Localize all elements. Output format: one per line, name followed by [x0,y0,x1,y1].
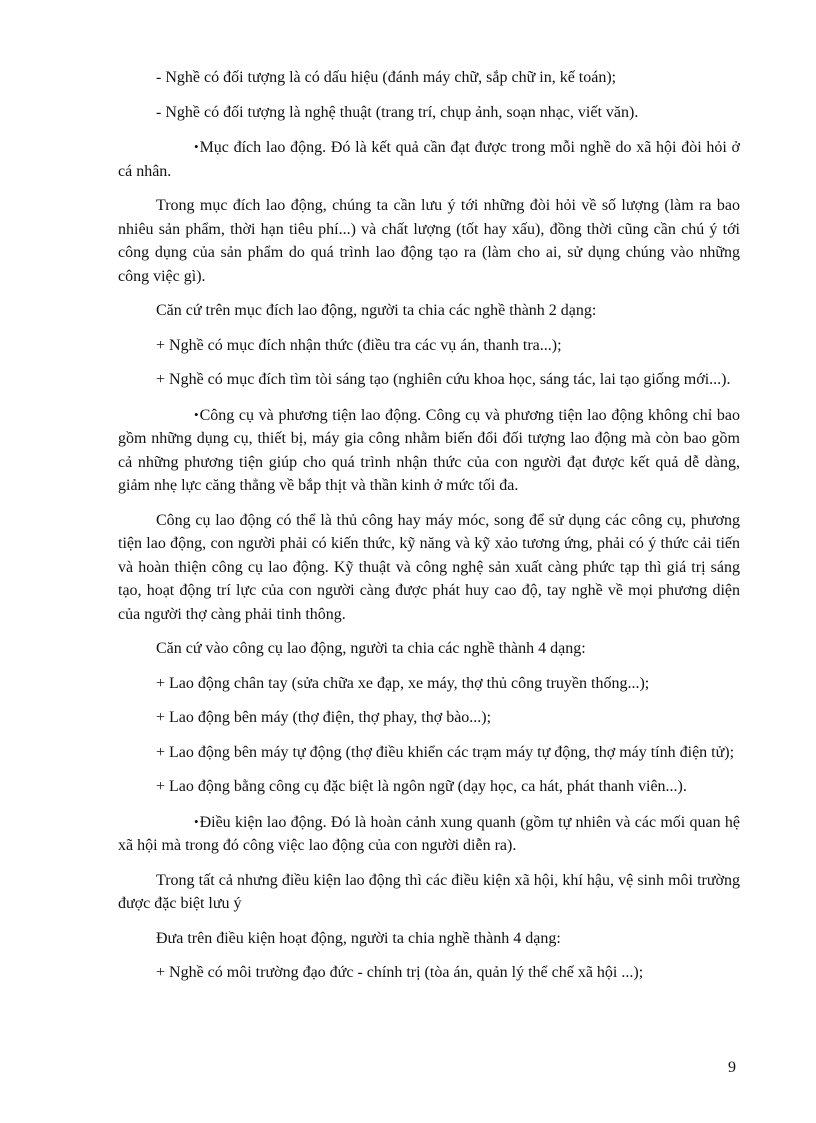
bullet-paragraph: •Công cụ và phương tiện lao động. Công cụ và phương tiện lao động không chỉ bao gồm những dụng cụ, thiết bị, máy gia công nhằm biến đổi đối tượng lao động mà còn bao gồm cả những phương tiện giúp cho quá trình nhận thức của con người đạt được kết quả dễ dàng, giảm nhẹ lực căng thẳng về bắp thịt và thần kinh ở mức tối đa. [118,403,740,498]
paragraph: Căn cứ trên mục đích lao động, người ta chia các nghề thành 2 dạng: [156,302,597,319]
list-item: + Nghề có mục đích tìm tòi sáng tạo (nghiên cứu khoa học, sáng tác, lai tạo giống mới...). [156,371,731,388]
bullet-icon: • [194,406,199,422]
list-item: + Lao động bằng công cụ đặc biệt là ngôn ngữ (dạy học, ca hát, phát thanh viên...). [156,778,687,795]
bullet-icon: • [194,813,199,829]
bullet-paragraph: •Điều kiện lao động. Đó là hoàn cảnh xung quanh (gồm tự nhiên và các mối quan hệ xã hội mà trong đó công việc lao động của con người diễn ra). [118,810,740,858]
paragraph: Căn cứ vào công cụ lao động, người ta chia các nghề thành 4 dạng: [156,640,586,657]
bullet-icon: • [194,139,199,154]
list-item: + Nghề có mục đích nhận thức (điều tra các vụ án, thanh tra...); [156,336,562,354]
paragraph: - Nghề có đối tượng là có dấu hiệu (đánh máy chữ, sắp chữ in, kế toán); [156,69,617,86]
list-item: + Lao động chân tay (sửa chữa xe đạp, xe máy, thợ thủ công truyền thống...); [156,674,650,692]
page-number: 9 [728,1059,736,1076]
paragraph: Công cụ lao động có thể là thủ công hay máy móc, song để sử dụng các công cụ, phương tiện lao động, con người phải có kiến thức, kỹ năng và kỹ xảo tương ứng, phải có ý thức cải tiến và hoàn thiện công cụ lao động. Kỹ thuật và công nghệ sản xuất càng phức tạp thì giá trị sáng tạo, hoạt động trí lực của con người càng được phát huy cao độ, tay nghề về mọi phương diện của người thợ càng phải tinh thông. [118,511,740,623]
list-item: + Lao động bên máy (thợ điện, thợ phay, thợ bào...); [156,709,492,726]
bullet-paragraph: •Mục đích lao động. Đó là kết quả cần đạt được trong mỗi nghề do xã hội đòi hỏi ở cá nhân. [118,135,740,183]
paragraph: Trong mục đích lao động, chúng ta cần lưu ý tới những đòi hỏi về số lượng (làm ra bao nhiêu sản phẩm, thời hạn tiêu phí...) và chất lượng (tốt hay xấu), đồng thời cũng cần chú ý tới công dụng của sản phẩm do quá trình lao động tạo ra (làm cho ai, sử dụng chúng vào những công việc gì). [118,197,740,285]
paragraph: Đưa trên điều kiện hoạt động, người ta chia nghề thành 4 dạng: [156,929,561,947]
paragraph: - Nghề có đối tượng là nghệ thuật (trang trí, chụp ảnh, soạn nhạc, viết văn). [156,103,639,121]
list-item: + Nghề có môi trường đạo đức - chính trị (tòa án, quản lý thể chế xã hội ...); [156,964,644,981]
body-text [118,66,740,996]
paragraph: Trong tất cả nhưng điều kiện lao động thì các điều kiện xã hội, khí hậu, vệ sinh môi trường được đặc biệt lưu ý [118,871,740,912]
list-item: + Lao động bên máy tự động (thợ điều khiển các trạm máy tự động, thợ máy tính điện tử); [156,743,735,761]
